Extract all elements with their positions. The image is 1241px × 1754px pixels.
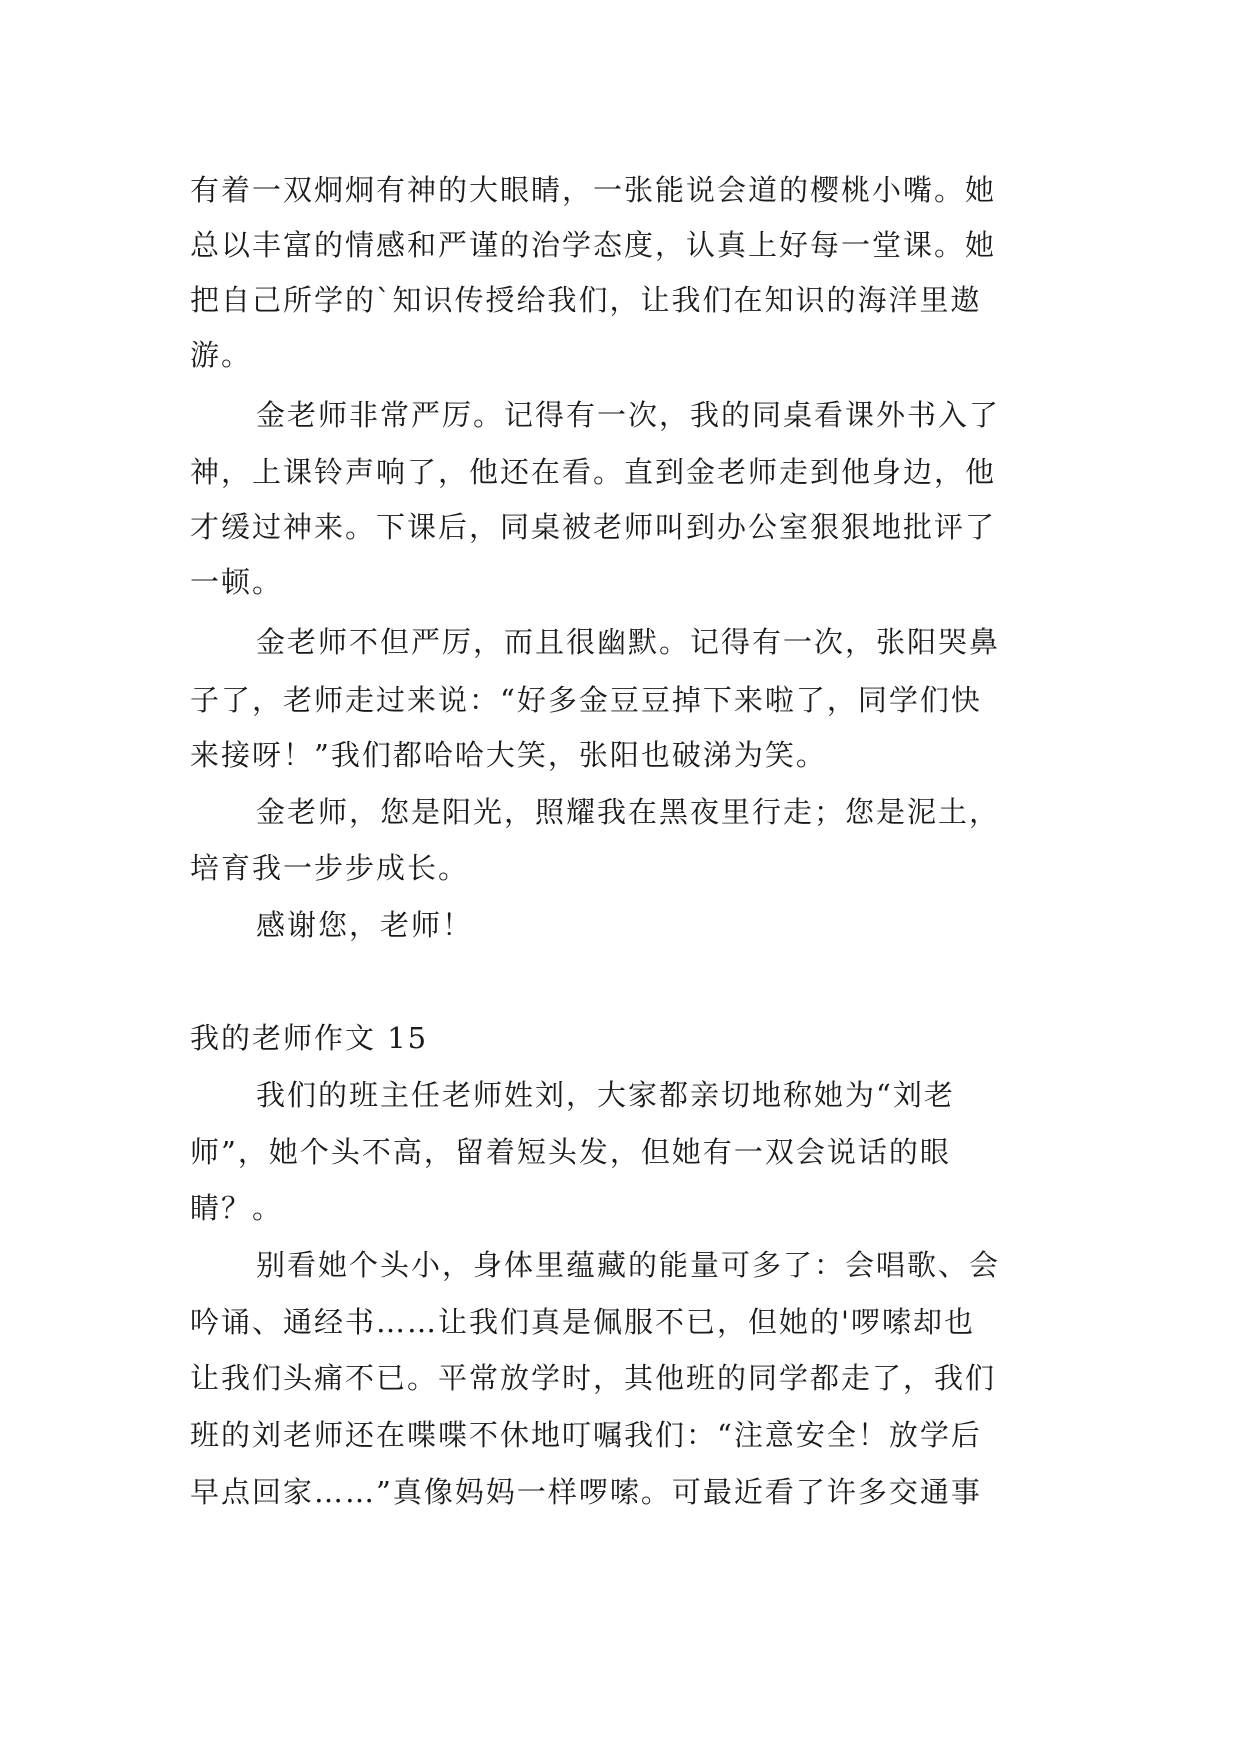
text-line: 把自己所学的`知识传授给我们，让我们在知识的海洋里遨 [190, 283, 982, 317]
text-line: 一顿。 [190, 565, 284, 599]
text-line: 神，上课铃声响了，他还在看。直到金老师走到他身边，他 [190, 455, 997, 489]
essay-heading: 我的老师作文 15 [190, 1021, 429, 1055]
paragraph-first-line: 金老师，您是阳光，照耀我在黑夜里行走；您是泥土， [256, 795, 1001, 829]
paragraph-first-line: 别看她个头小，身体里蕴藏的能量可多了：会唱歌、会 [256, 1248, 1001, 1282]
text-line: 来接呀！”我们都哈哈大笑，张阳也破涕为笑。 [190, 738, 827, 772]
paragraph-first-line: 我们的班主任老师姓刘，大家都亲切地称她为“刘老 [256, 1078, 955, 1112]
paragraph-first-line: 金老师非常严厉。记得有一次，我的同桌看课外书入了 [256, 398, 1001, 432]
text-line: 早点回家……”真像妈妈一样啰嗦。可最近看了许多交通事 [190, 1475, 982, 1509]
text-line: 有着一双炯炯有神的大眼睛，一张能说会道的樱桃小嘴。她 [190, 173, 997, 207]
text-line: 游。 [190, 338, 253, 372]
text-line: 子了，老师走过来说：“好多金豆豆掉下来啦了，同学们快 [190, 683, 982, 717]
text-line: 班的刘老师还在喋喋不休地叮嘱我们：“注意安全！放学后 [190, 1418, 982, 1452]
text-line: 总以丰富的情感和严谨的治学态度，认真上好每一堂课。她 [190, 228, 997, 262]
text-line: 培育我一步步成长。 [190, 851, 470, 885]
text-line: 才缓过神来。下课后，同桌被老师叫到办公室狠狠地批评了 [190, 510, 997, 544]
text-line: 师”，她个头不高，留着短头发，但她有一双会说话的眼 [190, 1135, 951, 1169]
text-line: 吟诵、通经书……让我们真是佩服不已，但她的'啰嗦却也 [190, 1305, 975, 1339]
paragraph-first-line: 感谢您，老师！ [256, 908, 474, 942]
paragraph-first-line: 金老师不但严厉，而且很幽默。记得有一次，张阳哭鼻 [256, 625, 1001, 659]
text-line: 让我们头痛不已。平常放学时，其他班的同学都走了，我们 [190, 1361, 997, 1395]
text-line: 睛？。 [190, 1191, 284, 1225]
